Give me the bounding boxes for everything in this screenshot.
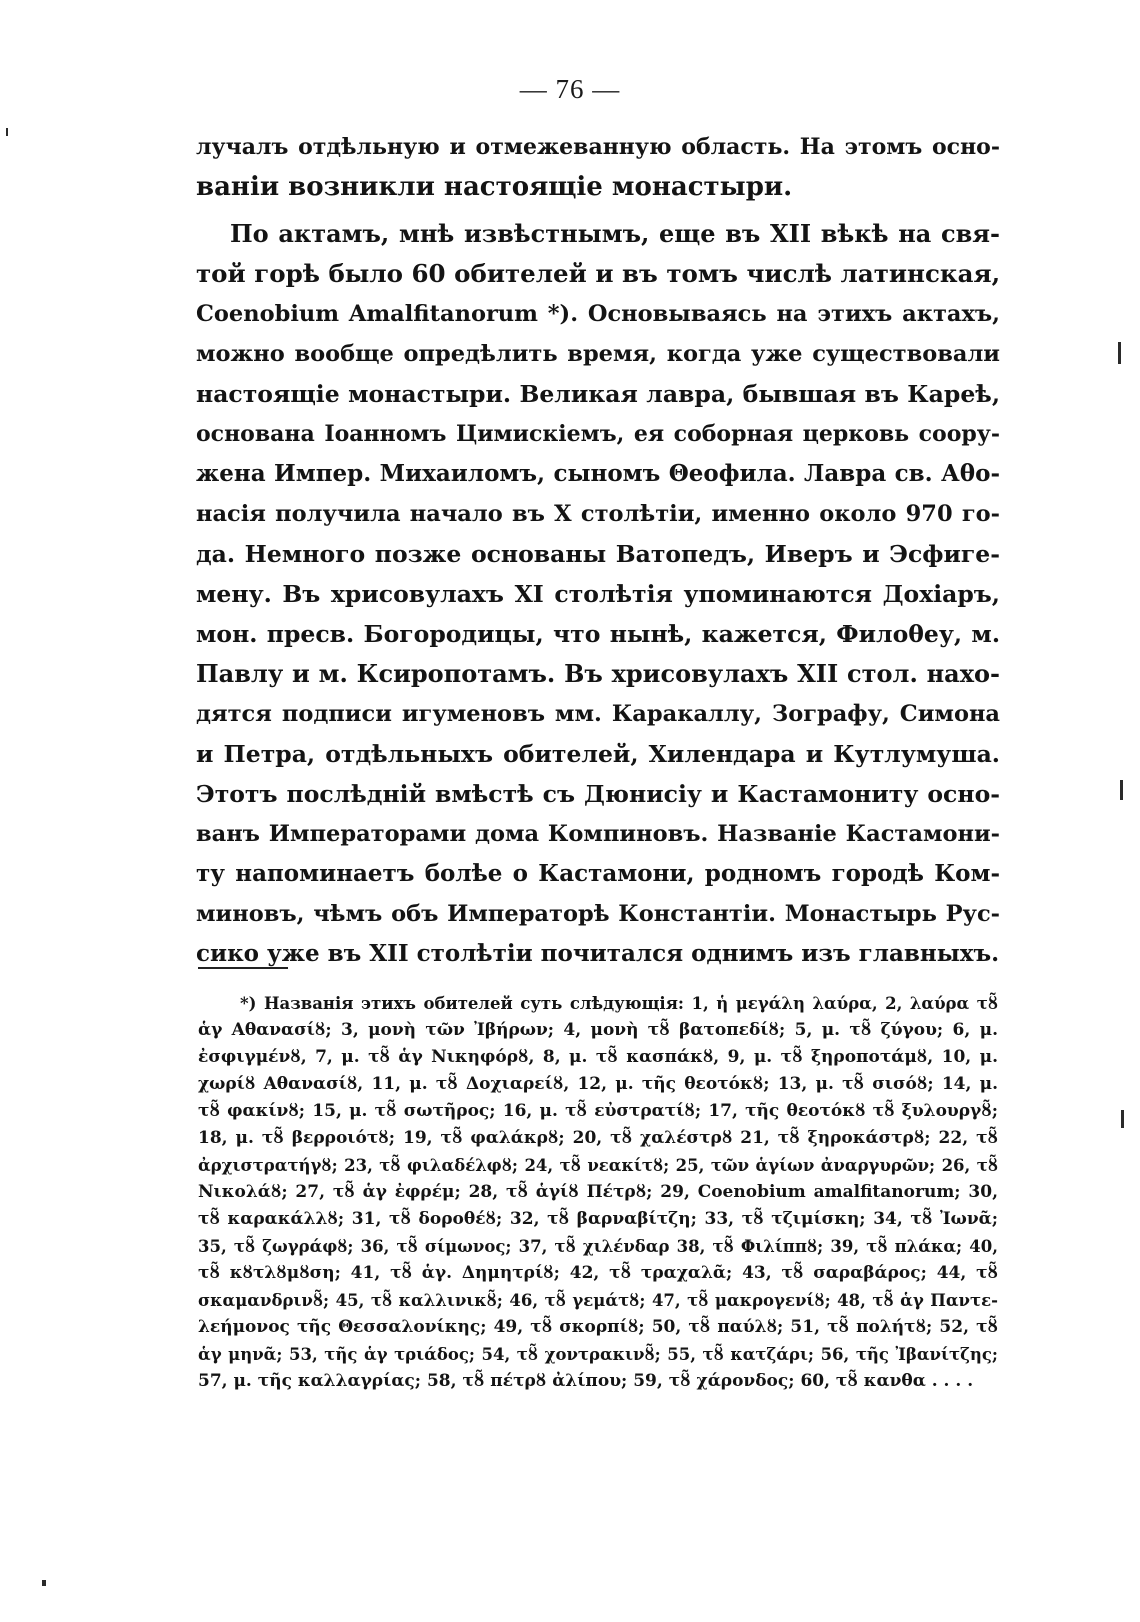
main-text-body [196,127,1000,974]
page-number: — 76 — [519,74,621,104]
text-line: да. Немного позже основаны Ватопедъ, Иверъ и Эсфиге- [196,540,1000,568]
footnote [198,990,998,1395]
scan-mark [6,128,8,136]
footnote-line: 18, μ. τȣ̃ βερροιότȣ; 19, τȣ̃ φαλάκρȣ; 20, τȣ̃ χαλέστρȣ 21, τȣ̃ ξηροκάστρȣ; 22, τȣ̃ [198,1128,998,1148]
text-line: ваніи возникли настоящіе монастыри. [196,172,793,202]
scan-mark [1120,780,1123,800]
footnote-divider [198,967,288,969]
footnote-line: 35, τȣ̃ ζωγράφȣ; 36, τȣ̃ σίμωνος; 37, τȣ̃ χιλένδαρ 38, τȣ̃ Φιλίππȣ; 39, τȣ̃ πλάκα; 40, [198,1237,998,1256]
text-line: основана Іоанномъ Цимискіемъ, ея соборная церковь соору- [196,421,1000,447]
text-line: той горѣ было 60 обителей и въ томъ числѣ латинская, [196,259,1001,288]
text-line: и Петра, отдѣльныхъ обителей, Хилендара и Кутлумуша. [196,740,1000,768]
text-line: настоящіе монастыри. Великая лавра, бывшая въ Кареѣ, [196,380,1000,408]
footnote-line: 57, μ. τῆς καλλαγρίας; 58, τȣ̃ πέτρȣ ἀλίπου; 59, τȣ̃ χάρονδος; 60, τȣ̃ κανθα . . . . [198,1371,974,1391]
text-line: ту напоминаетъ болѣе о Кастамони, родномъ городѣ Ком- [196,860,1000,887]
scan-mark [42,1580,46,1586]
footnote-line: σκαμανδρινȣ̃; 45, τȣ̃ καλλινικȣ̃; 46, τȣ̃ γεμάτȣ; 47, τȣ̃ μακρογενίȣ; 48, τȣ̃ ἁγ Παντε- [198,1291,998,1310]
text-line: Павлу и м. Ксиропотамъ. Въ хрисовулахъ XII стол. нахо- [196,659,1000,688]
footnote-line: χωρίȣ Αθανασίȣ, 11, μ. τȣ̃ Δοχιαρείȣ, 12, μ. τῆς θεοτόκȣ; 13, μ. τȣ̃ σισόȣ; 14, μ. [198,1074,998,1094]
text-line: лучалъ отдѣльную и отмежеванную область. На этомъ осно- [196,134,1000,160]
text-line: дятся подписи игуменовъ мм. Каракаллу, Зографу, Симона [196,701,1000,727]
footnote-line: τȣ̃ καρακάλλȣ; 31, τȣ̃ δοροθέȣ; 32, τȣ̃ βαρναβίτζη; 33, τȣ̃ τζιμίσκη; 34, τȣ̃ Ἰωνᾶ; [198,1209,998,1229]
footnote-line: Νικολάȣ; 27, τȣ̃ ἁγ ἐφρέμ; 28, τȣ̃ ἁγίȣ Πέτρȣ; 29, Coenobium amalfitanorum; 30, [198,1182,998,1202]
text-line: сико уже въ XII столѣтіи почитался однимъ изъ главныхъ. [196,940,1000,967]
footnote-line: τȣ̃ κȣτλȣμȣση; 41, τȣ̃ ἁγ. Δημητρίȣ; 42, τȣ̃ τραχαλᾶ; 43, τȣ̃ σαραβάρος; 44, τȣ̃ [198,1263,998,1283]
text-line: Этотъ послѣдній вмѣстѣ съ Дюнисіу и Кастамониту осно- [196,780,1000,808]
footnote-line: *) Названія этихъ обителей суть слѣдующія: 1, ἡ μεγάλη λαύρα, 2, λαύρα τȣ̃ [240,994,998,1013]
scan-mark [1121,1110,1124,1128]
text-line: ванъ Императорами дома Компиновъ. Названіе Кастамони- [196,821,1000,847]
footnote-line: λεήμονος τῆς Θεσσαλονίκης; 49, τȣ̃ σκορπίȣ; 50, τȣ̃ παύλȣ; 51, τȣ̃ πολήτȣ; 52, τȣ̃ [198,1317,998,1337]
scan-mark [1118,342,1121,364]
text-line: мену. Въ хрисовулахъ XI столѣтія упоминаются Дохіаръ, [196,580,1000,608]
footnote-line: ἀρχιστρατήγȣ; 23, τȣ̃ φιλαδέλφȣ; 24, τȣ̃ νεακίτȣ; 25, τῶν ἁγίων ἀναργυρῶν; 26, τȣ̃ [198,1156,998,1175]
text-line: мон. пресв. Богородицы, что нынѣ, кажется, Филоθеу, м. [196,620,1000,648]
text-line: насія получила начало въ X столѣтіи, именно около 970 го- [196,501,1000,527]
footnote-line: ἁγ Αθανασίȣ; 3, μονὴ τῶν Ἰβήρων; 4, μονὴ τȣ̃ βατοπεδίȣ; 5, μ. τȣ̃ ζύγου; 6, μ. [198,1020,998,1040]
text-line: можно вообще опредѣлить время, когда уже существовали [196,341,1000,367]
footnote-line: ἁγ μηνᾶ; 53, τῆς ἁγ τριάδος; 54, τȣ̃ χοντρακινȣ̃; 55, τȣ̃ κατζάρι; 56, τῆς Ἰβανίτζης; [198,1345,998,1364]
text-line: жена Импер. Михаиломъ, сыномъ Θеофила. Лавра св. Аθо- [196,460,1000,487]
text-line: миновъ, чѣмъ объ Императорѣ Константіи. Монастырь Рус- [196,901,1000,927]
text-line: Coenobium Amalfitanorum *). Основываясь на этихъ актахъ, [196,301,1000,327]
footnote-line: ἐσφιγμένȣ, 7, μ. τȣ̃ ἁγ Νικηφόρȣ, 8, μ. τȣ̃ κασπάκȣ, 9, μ. τȣ̃ ξηροποτάμȣ, 10, μ. [198,1047,998,1067]
footnote-line: τȣ̃ φακίνȣ; 15, μ. τȣ̃ σωτῆρος; 16, μ. τȣ̃ εὐστρατίȣ; 17, τῆς θεοτόκȣ τȣ̃ ξυλουργȣ̃; [198,1101,998,1121]
text-line: По актамъ, мнѣ извѣстнымъ, еще въ XII вѣкѣ на свя- [230,219,1000,248]
